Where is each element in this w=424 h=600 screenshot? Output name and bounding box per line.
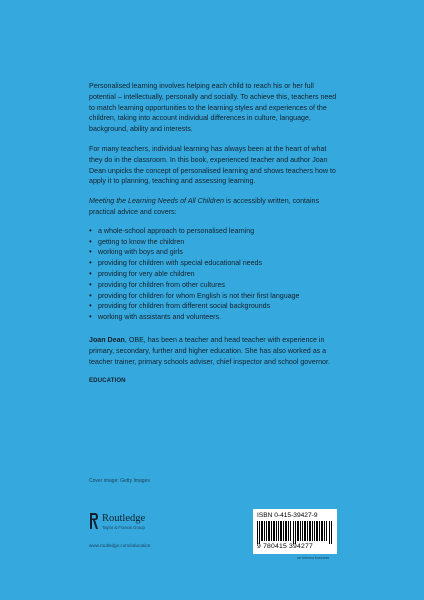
list-item: • getting to know the children [89, 237, 339, 248]
publisher-name: Routledge [102, 513, 146, 524]
author-bio [89, 335, 339, 367]
barcode-icon [257, 521, 333, 544]
intro-paragraph-2: For many teachers, individual learning has always been at the heart of what they do in the classroom. In this book, experienced teacher and author Joan Dean unpicks the concept of personalised learning and shows teachers how to apply it to planning, teaching and assessing learning. [89, 144, 336, 186]
routledge-logo-icon [89, 512, 99, 530]
author-name: Joan Dean [89, 335, 125, 344]
list-item: • providing for children from other cultures [89, 280, 339, 291]
intro-paragraph-3 [89, 196, 339, 218]
topics-list [89, 226, 339, 323]
list-item: • providing for very able children [89, 269, 339, 280]
publisher-logo [89, 510, 209, 540]
isbn-label: ISBN 0-415-39427-9 [257, 512, 318, 519]
intro [89, 81, 339, 218]
cover-credit: Cover image: Getty Images [89, 478, 150, 484]
author-bio-text: , OBE, has been a teacher and head teacher with experience in primary, secondary, further and higher education. She has also worked as a teacher trainer, primary schools adviser, chief inspector and school governor. [89, 335, 330, 366]
intro-paragraph-3-rest: is accessibly written, contains practical advice and covers: [89, 197, 320, 216]
list-item: • working with assistants and volunteers. [89, 312, 339, 323]
list-item: • providing for children with special educational needs [89, 258, 339, 269]
book-title: Meeting the Learning Needs of All Children [89, 197, 224, 206]
list-item: • a whole-school approach to personalised learning [89, 226, 339, 237]
publisher-website: www.routledge.com/education [89, 543, 151, 548]
publisher-group: Taylor & Francis Group [102, 525, 145, 530]
list-item: • working with boys and girls [89, 247, 339, 258]
intro-paragraph-1: Personalised learning involves helping each child to reach his or her full potential – intellectually, personally and socially. To achieve this, teachers need to match learning opportunities to the learning styles and experiences of the children, taking into account individual differences in culture, language, background, ability and interests. [89, 82, 337, 134]
list-item: • providing for children for whom English is not their first language [89, 291, 339, 302]
list-item: • providing for children from different social backgrounds [89, 301, 339, 312]
category-label: EDUCATION [89, 377, 126, 385]
imprint-label: an informa business [297, 556, 330, 560]
back-cover-text [89, 81, 339, 387]
barcode-box [253, 509, 337, 554]
barcode-number: 9 780415 394277 [257, 543, 313, 550]
